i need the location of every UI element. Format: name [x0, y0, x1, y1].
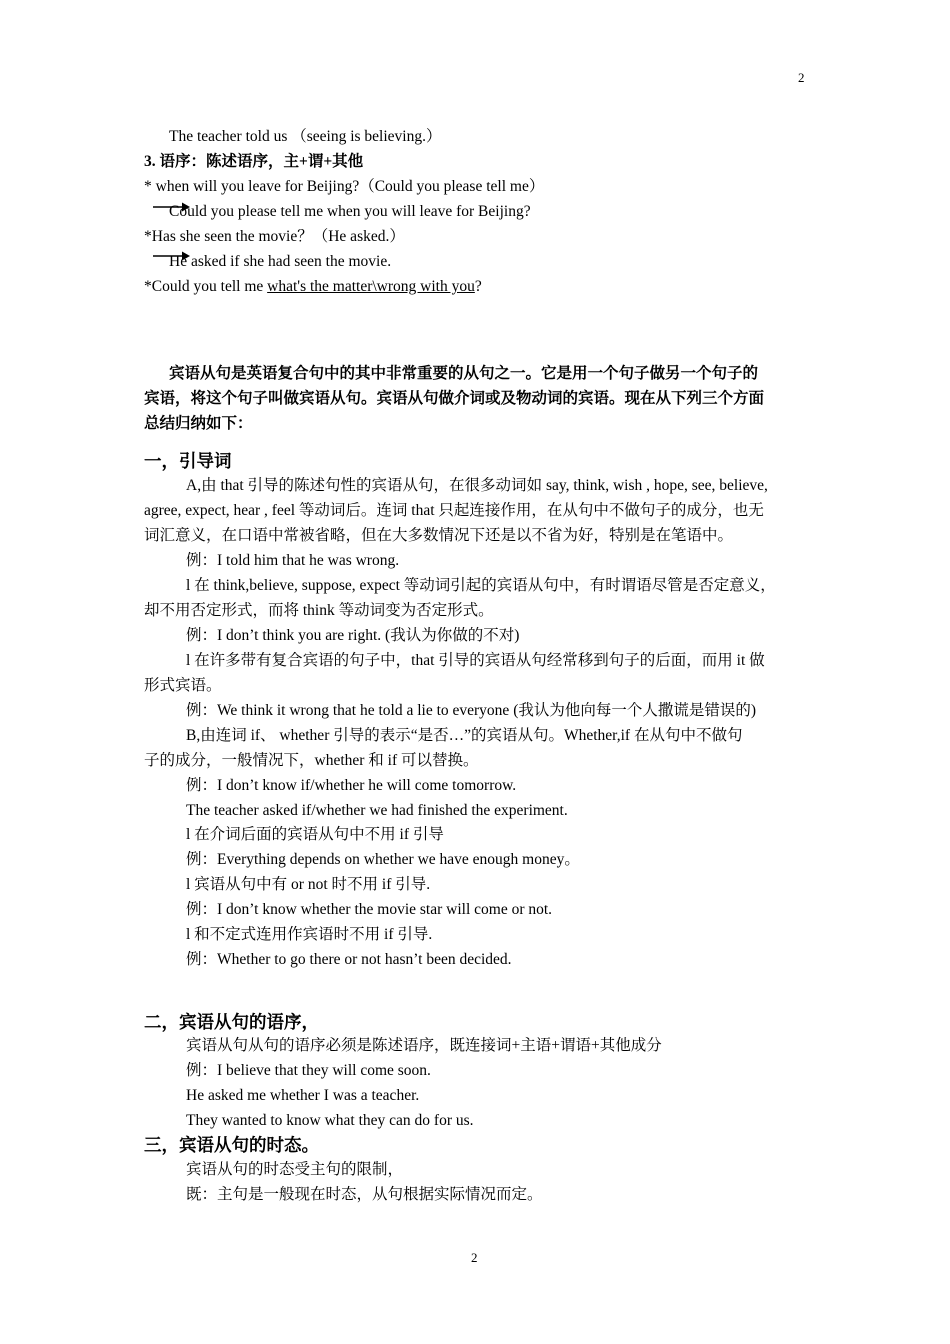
example-3	[144, 277, 482, 297]
section-2-title: 二，宾语从句的语序，	[144, 1012, 319, 1032]
section-1-line: l 和不定式连用作宾语时不用 if 引导.	[186, 926, 433, 943]
section-1-line: 例：Whether to go there or not hasn’t been decided.	[186, 951, 512, 968]
example-3-prefix: *Could you tell me	[144, 278, 268, 295]
section-1-line: 词汇意义，在口语中常被省略，但在大多数情况下还是以不省为好，特别是在笔语中。	[144, 527, 734, 544]
section-1-line: 例：I don’t think you are right. (我认为你做的不对)	[186, 627, 520, 644]
example-1-answer: Could you please tell me when you will leave for Beijing?	[169, 203, 531, 220]
section-1-line: l 宾语从句中有 or not 时不用 if 引导.	[186, 876, 431, 893]
heading-word-order: 3. 语序：陈述语序，主+谓+其他	[144, 153, 364, 170]
section-1-line: A,由 that 引导的陈述句性的宾语从句，在很多动词如 say, think, wish , hope, see, believe,	[186, 477, 768, 494]
example-2-answer: He asked if she had seen the movie.	[169, 253, 392, 270]
intro-line: The teacher told us （seeing is believing.）	[169, 128, 442, 145]
summary-line: 总结归纳如下：	[144, 415, 253, 432]
section-1-line: 例：Everything depends on whether we have enough money。	[186, 851, 580, 868]
summary-line: 宾语从句是英语复合句中的其中非常重要的从句之一。它是用一个句子做另一个句子的	[169, 365, 759, 382]
section-1-title: 一，引导词	[144, 451, 232, 471]
section-1-line: 例：I told him that he was wrong.	[186, 552, 400, 569]
section-2-line: 例：I believe that they will come soon.	[186, 1062, 431, 1079]
section-1-line: 例：I don’t know whether the movie star will come or not.	[186, 901, 553, 918]
page-number-top: 2	[798, 70, 805, 85]
section-2-line: They wanted to know what they can do for us.	[186, 1112, 474, 1129]
section-1-line: l 在 think,believe, suppose, expect 等动词引起的宾语从句中，有时谓语尽管是否定意义，	[186, 577, 776, 594]
section-1-line: The teacher asked if/whether we had finished the experiment.	[186, 802, 568, 819]
section-1-line: 子的成分，一般情况下，whether 和 if 可以替换。	[144, 752, 479, 769]
section-3-line: 既：主句是一般现在时态，从句根据实际情况而定。	[186, 1186, 543, 1203]
section-1-line: 例：We think it wrong that he told a lie to everyone (我认为他向每一个人撒谎是错误的)	[186, 702, 757, 719]
section-2-line: 宾语从句从句的语序必须是陈述语序，既连接词+主语+谓语+其他成分	[186, 1037, 662, 1054]
summary-line: 宾语，将这个句子叫做宾语从句。宾语从句做介词或及物动词的宾语。现在从下列三个方面	[144, 390, 765, 407]
section-1-line: 例：I don’t know if/whether he will come tomorrow.	[186, 777, 517, 794]
section-3-title: 三，宾语从句的时态。	[144, 1135, 319, 1155]
section-1-line: 形式宾语。	[144, 677, 222, 694]
section-2-line: He asked me whether I was a teacher.	[186, 1087, 420, 1104]
example-3-suffix: ?	[474, 278, 482, 295]
example-3-underlined: what's the matter\wrong with you	[267, 278, 475, 295]
section-3-line: 宾语从句的时态受主句的限制，	[186, 1161, 404, 1178]
section-1-line: 却不用否定形式，而将 think 等动词变为否定形式。	[144, 602, 494, 619]
section-1-line: B,由连词 if、 whether 引导的表示“是否…”的宾语从句。Whether,if 在从句中不做句	[186, 727, 743, 744]
section-1-line: l 在许多带有复合宾语的句子中，that 引导的宾语从句经常移到句子的后面，而用 it 做	[186, 652, 765, 669]
section-1-line: agree, expect, hear , feel 等动词后。连词 that 只起连接作用，在从句中不做句子的成分，也无	[144, 502, 764, 519]
page-number-bottom: 2	[471, 1250, 478, 1265]
example-2-question: *Has she seen the movie？（He asked.）	[144, 228, 405, 245]
example-1-question: * when will you leave for Beijing?（Could you please tell me）	[144, 178, 545, 195]
section-1-line: l 在介词后面的宾语从句中不用 if 引导	[186, 826, 444, 843]
